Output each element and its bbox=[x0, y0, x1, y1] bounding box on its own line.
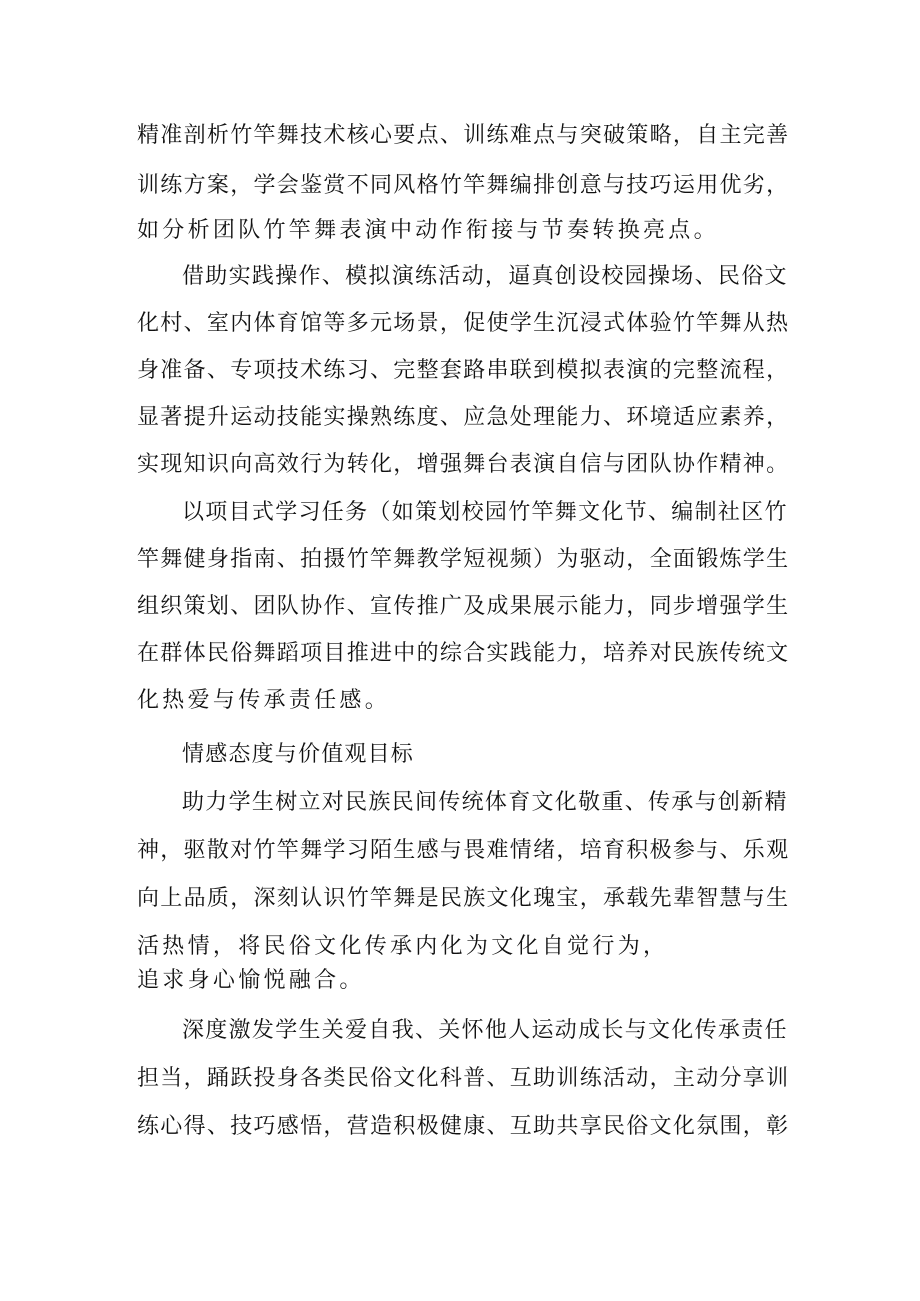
paragraph-3-line-5: 化热爱与传承责任感。 bbox=[137, 688, 391, 713]
paragraph-4-line-3: 向上品质，深刻认识竹竿舞是民族文化瑰宝，承载先辈智慧与生 bbox=[137, 886, 790, 911]
paragraph-4-line-2: 神，驱散对竹竿舞学习陌生感与畏难情绪，培育积极参与、乐观 bbox=[137, 838, 790, 863]
paragraph-2-line-2: 化村、室内体育馆等多元场景，促使学生沉浸式体验竹竿舞从热 bbox=[137, 311, 790, 336]
paragraph-1-line-2: 训练方案，学会鉴赏不同风格竹竿舞编排创意与技巧运用优劣， bbox=[137, 173, 790, 198]
paragraph-2-line-1: 借助实践操作、模拟演练活动，逼真创设校园操场、民俗文 bbox=[182, 264, 788, 289]
paragraph-1-line-3: 如分析团队竹竿舞表演中动作衔接与节奏转换亮点。 bbox=[137, 218, 719, 243]
paragraph-4-line-5: 追求身心愉悦融合。 bbox=[137, 968, 365, 993]
paragraph-4-line-1: 助力学生树立对民族民间传统体育文化敬重、传承与创新精 bbox=[182, 790, 788, 815]
paragraph-5-line-3: 练心得、技巧感悟，营造积极健康、互助共享民俗文化氛围，彰 bbox=[137, 1114, 790, 1139]
paragraph-4-line-4: 活热情，将民俗文化传承内化为文化自觉行为， bbox=[137, 934, 669, 959]
paragraph-1-line-1: 精准剖析竹竿舞技术核心要点、训练难点与突破策略，自主完善 bbox=[137, 123, 790, 148]
paragraph-5-line-1: 深度激发学生关爱自我、关怀他人运动成长与文化传承责任 bbox=[182, 1018, 788, 1043]
paragraph-5-line-2: 担当，踊跃投身各类民俗文化科普、互助训练活动，主动分享训 bbox=[137, 1066, 790, 1091]
paragraph-2-line-4: 显著提升运动技能实操熟练度、应急处理能力、环境适应素养， bbox=[137, 405, 790, 430]
section-heading: 情感态度与价值观目标 bbox=[182, 742, 415, 767]
paragraph-3-line-2: 竿舞健身指南、拍摄竹竿舞教学短视频）为驱动，全面锻炼学生 bbox=[137, 547, 790, 572]
paragraph-3-line-1: 以项目式学习任务（如策划校园竹竿舞文化节、编制社区竹 bbox=[182, 500, 788, 525]
paragraph-2-line-3: 身准备、专项技术练习、完整套路串联到模拟表演的完整流程， bbox=[137, 358, 790, 383]
paragraph-3-line-4: 在群体民俗舞蹈项目推进中的综合实践能力，培养对民族传统文 bbox=[137, 641, 790, 666]
paragraph-2-line-5: 实现知识向高效行为转化，增强舞台表演自信与团队协作精神。 bbox=[137, 452, 790, 477]
paragraph-3-line-3: 组织策划、团队协作、宣传推广及成果展示能力，同步增强学生 bbox=[137, 594, 790, 619]
